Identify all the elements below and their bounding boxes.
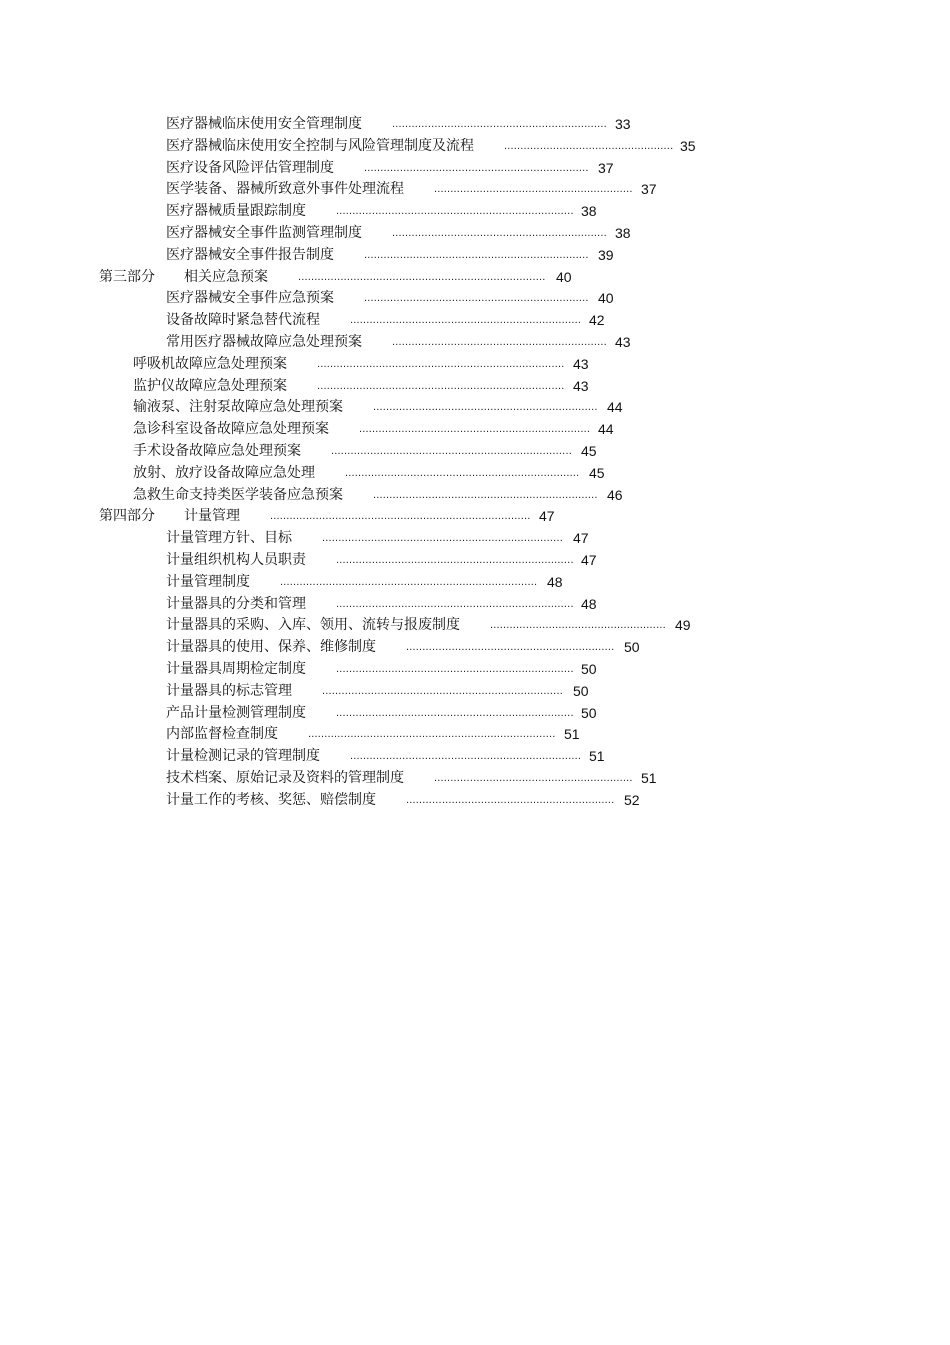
dot-leader: ................................................................................ [270, 510, 531, 523]
toc-entry [0, 332, 950, 354]
toc-entry [0, 703, 950, 725]
toc-entry [0, 550, 950, 572]
toc-page-number: 45 [581, 442, 597, 459]
dot-leader: .......................................................................... [322, 532, 563, 545]
dot-leader: ............................................................. [434, 771, 633, 784]
toc-entry-title: 计量器具的标志管理 [166, 682, 292, 699]
toc-page-number: 40 [556, 268, 572, 285]
toc-entry-title: 设备故障时紧急替代流程 [166, 312, 320, 329]
toc-part-label: 第三部分 [99, 268, 155, 285]
toc-page-number: 43 [573, 355, 589, 372]
toc-entry-title: 输液泵、注射泵故障应急处理预案 [133, 399, 343, 416]
toc-entry [0, 528, 950, 550]
toc-page-number: 48 [581, 595, 597, 612]
toc-entry-title: 医疗器械临床使用安全控制与风险管理制度及流程 [166, 137, 474, 154]
toc-page-number: 43 [615, 333, 631, 350]
dot-leader: ..................................................................... [364, 161, 589, 174]
toc-entry [0, 746, 950, 768]
toc-page-number: 39 [598, 246, 614, 263]
toc-entry [0, 245, 950, 267]
toc-entry [0, 201, 950, 223]
toc-entry-title: 医疗设备风险评估管理制度 [166, 159, 334, 176]
toc-page-number: 48 [547, 573, 563, 590]
dot-leader: ....................................................................... [350, 314, 582, 327]
dot-leader: .................................................................. [392, 118, 607, 130]
dot-leader: ......................................................................... [336, 597, 574, 610]
dot-leader: ................................................................ [406, 793, 615, 806]
dot-leader: ...................................................... [490, 619, 666, 632]
toc-page-number: 45 [589, 464, 605, 481]
toc-entry [0, 158, 950, 180]
toc-entry-title: 计量管理方针、目标 [166, 530, 292, 547]
toc-entry-title: 产品计量检测管理制度 [166, 704, 306, 721]
dot-leader: ............................................................. [434, 183, 633, 196]
toc-page-number: 47 [573, 530, 589, 547]
toc-part-row [0, 267, 950, 289]
toc-entry [0, 485, 950, 507]
toc-entry-title: 计量器具的分类和管理 [166, 595, 306, 612]
dot-leader: ........................................................................ [345, 466, 580, 479]
toc-entry [0, 114, 950, 136]
toc-entry [0, 637, 950, 659]
toc-entry [0, 419, 950, 441]
dot-leader: .......................................................................... [322, 684, 563, 697]
toc-entry [0, 376, 950, 398]
toc-entry-title: 计量组织机构人员职责 [166, 551, 306, 568]
dot-leader: ................................................................ [406, 641, 615, 654]
dot-leader: ............................................................................ [298, 270, 546, 283]
toc-page-number: 33 [615, 116, 631, 132]
toc-entry [0, 724, 950, 746]
dot-leader: ..................................................................... [373, 488, 598, 501]
toc-entry [0, 136, 950, 158]
dot-leader: ............................................................................... [280, 575, 538, 588]
toc-entry-title: 内部监督检查制度 [166, 726, 278, 743]
toc-page-number: 49 [675, 617, 691, 634]
toc-entry [0, 223, 950, 245]
toc-part-label: 第四部分 [99, 508, 155, 525]
toc-page-number: 51 [641, 769, 657, 786]
toc-entry [0, 463, 950, 485]
toc-entry [0, 768, 950, 790]
dot-leader: .................................................................. [392, 335, 607, 348]
toc-page-number: 46 [607, 486, 623, 503]
dot-leader: ....................................................................... [359, 423, 591, 436]
toc-entry-title: 计量工作的考核、奖惩、赔偿制度 [166, 791, 376, 808]
dot-leader: ..................................................................... [364, 292, 589, 305]
toc-entry-title: 计量器具的使用、保养、维修制度 [166, 639, 376, 656]
dot-leader: ......................................................................... [336, 553, 574, 566]
toc-page-number: 37 [598, 159, 614, 176]
toc-entry-title: 医疗器械安全事件监测管理制度 [166, 224, 362, 241]
table-of-contents [0, 114, 950, 812]
toc-entry-title: 技术档案、原始记录及资料的管理制度 [166, 769, 404, 786]
toc-page-number: 35 [680, 137, 696, 154]
toc-entry-title: 医疗器械安全事件报告制度 [166, 246, 334, 263]
toc-entry [0, 572, 950, 594]
toc-entry [0, 790, 950, 812]
toc-page-number: 50 [573, 682, 589, 699]
toc-entry-title: 手术设备故障应急处理预案 [133, 442, 301, 459]
toc-entry-title: 计量器具的采购、入库、领用、流转与报废制度 [166, 617, 460, 634]
toc-page-number: 42 [589, 312, 605, 329]
toc-page-number: 51 [589, 748, 605, 765]
dot-leader: ......................................................................... [336, 205, 574, 218]
toc-page-number: 51 [564, 726, 580, 743]
toc-entry-title: 计量管理 [184, 508, 240, 525]
toc-entry-title: 监护仪故障应急处理预案 [133, 377, 287, 394]
toc-entry [0, 659, 950, 681]
toc-entry-title: 计量器具周期检定制度 [166, 660, 306, 677]
toc-page-number: 44 [607, 399, 623, 416]
toc-entry [0, 615, 950, 637]
dot-leader: .................................................... [504, 139, 674, 152]
toc-entry-title: 医疗器械临床使用安全管理制度 [166, 116, 362, 132]
dot-leader: ......................................................................... [336, 706, 574, 719]
toc-entry-title: 医疗器械安全事件应急预案 [166, 290, 334, 307]
toc-page-number: 38 [581, 203, 597, 220]
toc-entry [0, 288, 950, 310]
toc-page-number: 38 [615, 224, 631, 241]
toc-entry [0, 354, 950, 376]
toc-entry-title: 计量检测记录的管理制度 [166, 748, 320, 765]
dot-leader: ............................................................................ [308, 728, 556, 741]
toc-entry [0, 441, 950, 463]
toc-entry-title: 医学装备、器械所致意外事件处理流程 [166, 181, 404, 198]
toc-page-number: 50 [581, 660, 597, 677]
dot-leader: ......................................................................... [336, 662, 574, 675]
toc-entry [0, 310, 950, 332]
toc-entry-title: 急诊科室设备故障应急处理预案 [133, 421, 329, 438]
toc-page-number: 47 [581, 551, 597, 568]
toc-page-number: 44 [598, 421, 614, 438]
toc-entry [0, 179, 950, 201]
toc-entry-title: 计量管理制度 [166, 573, 250, 590]
toc-page-number: 43 [573, 377, 589, 394]
toc-page-number: 50 [624, 639, 640, 656]
toc-entry-title: 常用医疗器械故障应急处理预案 [166, 333, 362, 350]
dot-leader: ..................................................................... [364, 248, 589, 261]
toc-page-number: 47 [539, 508, 555, 525]
dot-leader: ..................................................................... [373, 401, 598, 414]
toc-entry-title: 医疗器械质量跟踪制度 [166, 203, 306, 220]
toc-entry [0, 681, 950, 703]
dot-leader: ............................................................................ [317, 357, 565, 370]
toc-entry-title: 相关应急预案 [184, 268, 268, 285]
toc-page-number: 37 [641, 181, 657, 198]
toc-entry [0, 397, 950, 419]
toc-page-number: 40 [598, 290, 614, 307]
toc-page-number: 50 [581, 704, 597, 721]
toc-entry-title: 急救生命支持类医学装备应急预案 [133, 486, 343, 503]
toc-part-row [0, 506, 950, 528]
dot-leader: ............................................................................ [317, 379, 565, 392]
toc-entry-title: 放射、放疗设备故障应急处理 [133, 464, 315, 481]
dot-leader: .......................................................................... [331, 444, 572, 457]
toc-entry [0, 594, 950, 616]
dot-leader: ....................................................................... [350, 750, 582, 763]
dot-leader: .................................................................. [392, 226, 607, 239]
toc-page-number: 52 [624, 791, 640, 808]
toc-entry-title: 呼吸机故障应急处理预案 [133, 355, 287, 372]
